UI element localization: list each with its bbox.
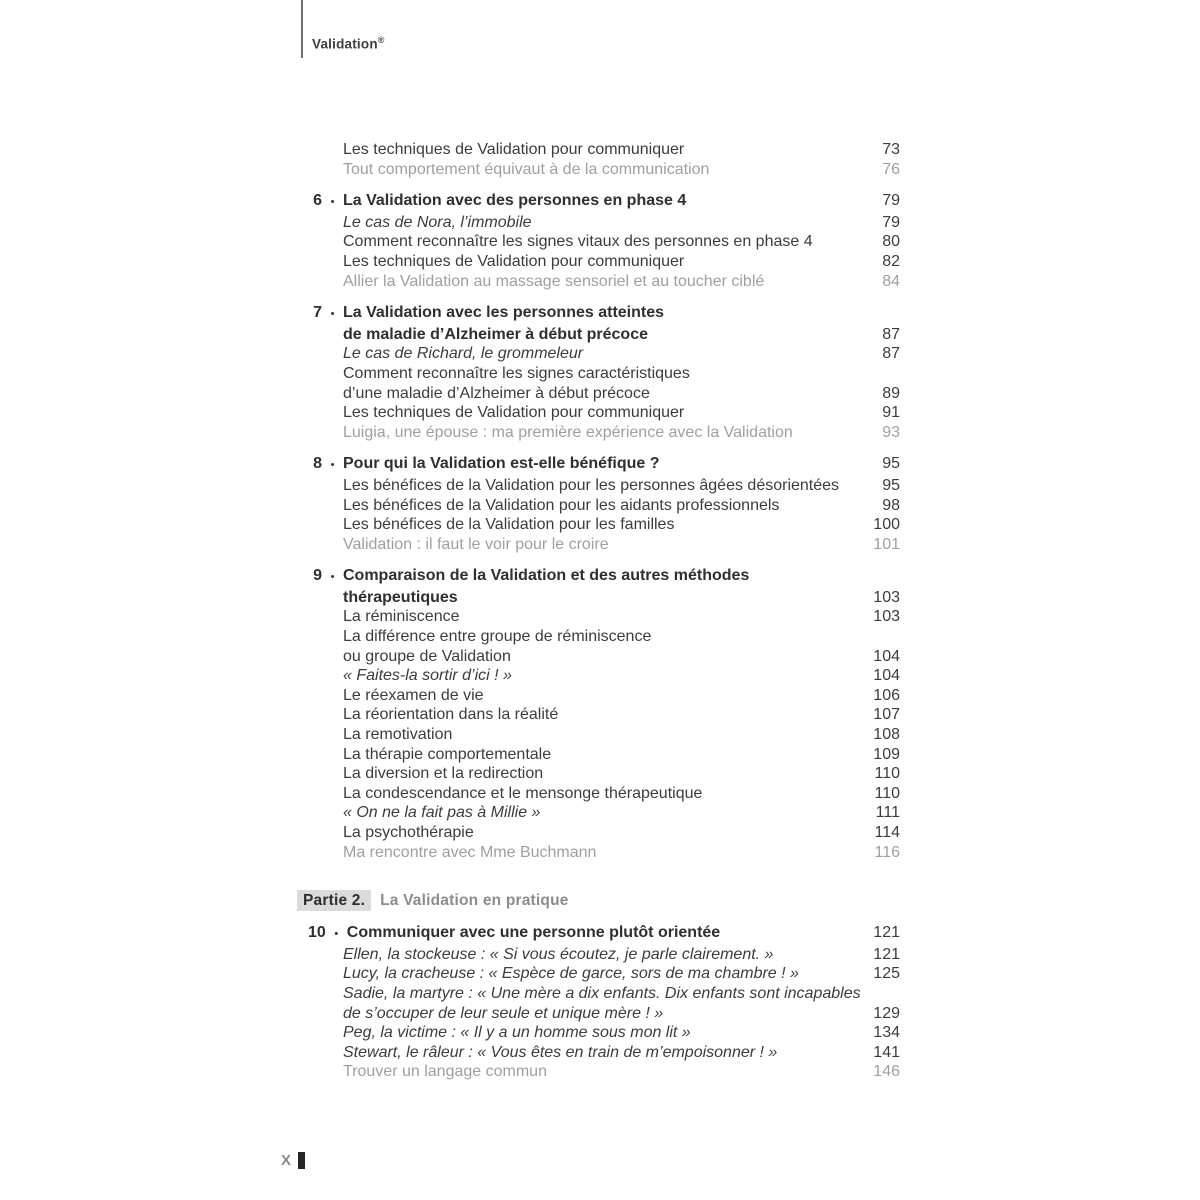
toc-entry-title: Peg, la victime : « Il y a un homme sous mon lit » <box>343 1024 691 1042</box>
toc-entry-page: 95 <box>882 476 900 494</box>
toc-entry-title: La condescendance et le mensonge thérapeutique <box>343 784 703 802</box>
toc-entry-title: thérapeutiques <box>343 588 458 606</box>
running-header <box>312 35 385 52</box>
toc-entry-page: 100 <box>873 516 900 534</box>
toc-entry-page: 79 <box>882 213 900 231</box>
toc-row <box>300 764 900 784</box>
toc-entry-page: 76 <box>882 160 900 178</box>
toc-entry-title: Comparaison de la Validation et des autres méthodes <box>343 567 750 585</box>
toc-entry-page: 114 <box>874 824 900 841</box>
toc-entry-page: 110 <box>874 765 900 783</box>
toc-entry-title: Les techniques de Validation pour communiquer <box>343 404 685 422</box>
toc-row <box>300 423 900 443</box>
chapter-number: 8 <box>313 455 322 473</box>
toc-row <box>300 964 900 984</box>
toc-row <box>300 725 900 745</box>
toc-entry-page: 73 <box>882 141 900 158</box>
toc-entry-title: d’une maladie d’Alzheimer à début précoce <box>343 384 650 402</box>
toc-entry-page: 98 <box>882 496 900 514</box>
chapter-number: 6 <box>313 192 322 210</box>
header-rule <box>301 0 303 58</box>
chapter-bullet-icon: • <box>330 196 335 209</box>
toc-entry-page: 87 <box>882 345 900 363</box>
toc-entry-title: Stewart, le râleur : « Vous êtes en train de m’empoisonner ! » <box>343 1043 778 1061</box>
toc-entry-page: 104 <box>873 667 900 685</box>
chapter-bullet-icon: • <box>330 459 335 472</box>
toc-row <box>300 535 900 555</box>
toc-entry-page: 141 <box>873 1043 900 1061</box>
chapter-number: 10 <box>308 924 326 942</box>
toc-row <box>300 923 900 945</box>
toc-group <box>300 191 900 291</box>
toc-row <box>300 403 900 423</box>
toc-row <box>300 627 900 647</box>
toc-row <box>300 803 900 823</box>
toc-entry-page: 87 <box>882 325 900 343</box>
toc-entry-title: Trouver un langage commun <box>343 1063 547 1081</box>
toc-row <box>300 843 900 863</box>
toc-row <box>300 476 900 496</box>
toc-entry-title: La thérapie comportementale <box>343 745 552 763</box>
toc-entry-title: Comment reconnaître les signes vitaux des personnes en phase 4 <box>343 233 813 251</box>
toc-entry-title: « On ne la fait pas à Millie » <box>343 804 541 822</box>
toc-entry-page: 116 <box>874 843 900 861</box>
toc-entry-title: La réminiscence <box>343 608 460 626</box>
toc-group <box>300 566 900 862</box>
page-footer <box>281 1152 305 1169</box>
toc-row <box>300 588 900 608</box>
brand-name: Validation <box>312 36 378 52</box>
toc-entry-title: Les techniques de Validation pour communiquer <box>343 252 685 270</box>
part-title: La Validation en pratique <box>380 892 569 910</box>
toc-entry-title: Les bénéfices de la Validation pour les familles <box>343 516 675 534</box>
toc-row <box>300 984 900 1004</box>
toc-entry-title: La psychothérapie <box>343 824 474 841</box>
toc-row <box>300 784 900 804</box>
toc-entry-title: Tout comportement équivaut à de la communication <box>343 160 710 178</box>
toc-row <box>300 666 900 686</box>
toc-group <box>300 140 900 179</box>
toc-entry-page: 134 <box>873 1024 900 1042</box>
toc-entry-page: 80 <box>882 233 900 251</box>
toc-entry-title: La réorientation dans la réalité <box>343 706 559 724</box>
toc-row <box>300 252 900 272</box>
toc-group <box>300 454 900 554</box>
toc-row <box>300 344 900 364</box>
toc-entry-title: « Faites-la sortir d’ici ! » <box>343 667 512 685</box>
chapter-number: 7 <box>313 304 322 322</box>
toc-entry-page: 146 <box>873 1063 900 1081</box>
part-label: Partie 2. <box>297 890 371 911</box>
chapter-bullet-icon: • <box>330 308 335 321</box>
toc-entry-title: Sadie, la martyre : « Une mère a dix enfants. Dix enfants sont incapables <box>343 984 861 1002</box>
toc-entry-title: Communiquer avec une personne plutôt orientée <box>346 924 721 942</box>
toc-entry-page: 109 <box>873 745 900 763</box>
registered-trademark-icon: ® <box>377 35 385 45</box>
toc-row <box>300 384 900 404</box>
toc-entry-page: 103 <box>873 608 900 626</box>
toc-entry-title: Validation : il faut le voir pour le croire <box>343 535 609 553</box>
toc-entry-title: Les bénéfices de la Validation pour les personnes âgées désorientées <box>343 476 840 494</box>
toc-row <box>300 705 900 725</box>
toc-entry-title: La Validation avec les personnes atteintes <box>343 304 665 322</box>
toc-row <box>300 272 900 292</box>
toc-entry-title: de maladie d’Alzheimer à début précoce <box>343 325 648 343</box>
toc-row <box>300 823 900 843</box>
toc-entry-page: 79 <box>882 192 900 210</box>
toc-entry-title: La diversion et la redirection <box>343 765 544 783</box>
folio-bar <box>298 1152 305 1169</box>
toc-row <box>300 213 900 233</box>
toc-entry-title: Le cas de Richard, le grommeleur <box>343 345 584 363</box>
toc-row <box>300 607 900 627</box>
toc-entry-title: Le réexamen de vie <box>343 686 484 704</box>
toc-entry-page: 129 <box>873 1004 900 1022</box>
toc-entry-page: 121 <box>873 924 900 942</box>
toc-entry-page: 108 <box>873 726 900 744</box>
toc-row <box>300 454 900 476</box>
toc-entry-title: Allier la Validation au massage sensoriel et au toucher ciblé <box>343 272 765 290</box>
toc-entry-page: 82 <box>882 252 900 270</box>
toc-entry-page: 111 <box>875 804 900 822</box>
toc-row <box>300 566 900 588</box>
toc-row <box>300 945 900 965</box>
toc-entry-page: 89 <box>882 384 900 402</box>
toc-entry-title: Lucy, la cracheuse : « Espèce de garce, sors de ma chambre ! » <box>343 965 799 983</box>
toc-entry-title: Pour qui la Validation est-elle bénéfique ? <box>343 455 660 473</box>
toc-entry-page: 84 <box>882 272 900 290</box>
toc-row <box>300 686 900 706</box>
toc-entry-page: 104 <box>873 647 900 665</box>
toc-group <box>300 923 900 1082</box>
toc <box>300 140 900 1082</box>
toc-row <box>300 232 900 252</box>
chapter-bullet-icon: • <box>334 928 339 941</box>
chapter-bullet-icon: • <box>330 571 335 584</box>
toc-entry-title: Comment reconnaître les signes caractéristiques <box>343 364 690 382</box>
toc-entry-page: 103 <box>873 588 900 606</box>
toc-row <box>300 745 900 765</box>
folio-number: X <box>281 1152 292 1169</box>
toc-row <box>300 1043 900 1063</box>
toc-entry-page: 125 <box>873 965 900 983</box>
toc-row <box>300 140 900 160</box>
toc-entry-page: 107 <box>873 706 900 724</box>
toc-row <box>300 325 900 345</box>
toc-entry-title: Le cas de Nora, l’immobile <box>343 213 532 231</box>
toc-entry-page: 101 <box>873 535 900 553</box>
toc-entry-title: ou groupe de Validation <box>343 647 511 665</box>
toc-row <box>300 1004 900 1024</box>
toc-entry-page: 91 <box>882 404 900 422</box>
toc-entry-page: 110 <box>874 784 900 802</box>
toc-row <box>300 191 900 213</box>
toc-entry-title: de s’occuper de leur seule et unique mère ! » <box>343 1004 664 1022</box>
toc-entry-title: Ellen, la stockeuse : « Si vous écoutez, je parle clairement. » <box>343 945 774 963</box>
toc-row <box>300 364 900 384</box>
toc-entry-title: Les bénéfices de la Validation pour les aidants professionnels <box>343 496 780 514</box>
toc-entry-title: La remotivation <box>343 726 453 744</box>
toc-row <box>300 515 900 535</box>
toc-entry-page: 106 <box>873 686 900 704</box>
toc-entry-page: 121 <box>873 945 900 963</box>
toc-group <box>300 303 900 442</box>
toc-entry-title: Ma rencontre avec Mme Buchmann <box>343 843 597 861</box>
toc-row <box>300 1062 900 1082</box>
toc-entry-page: 93 <box>882 423 900 441</box>
toc-entry-title: La différence entre groupe de réminiscence <box>343 628 652 646</box>
toc-row <box>300 647 900 667</box>
toc-entry-title: Luigia, une épouse : ma première expérience avec la Validation <box>343 423 793 441</box>
chapter-number: 9 <box>313 567 322 585</box>
toc-row <box>300 160 900 180</box>
toc-entry-title: La Validation avec des personnes en phase 4 <box>343 192 687 210</box>
toc-row <box>300 1023 900 1043</box>
toc-entry-title: Les techniques de Validation pour communiquer <box>343 141 685 158</box>
toc-entry-page: 95 <box>882 455 900 473</box>
part-heading <box>297 890 900 911</box>
toc-row <box>300 303 900 325</box>
toc-row <box>300 496 900 516</box>
